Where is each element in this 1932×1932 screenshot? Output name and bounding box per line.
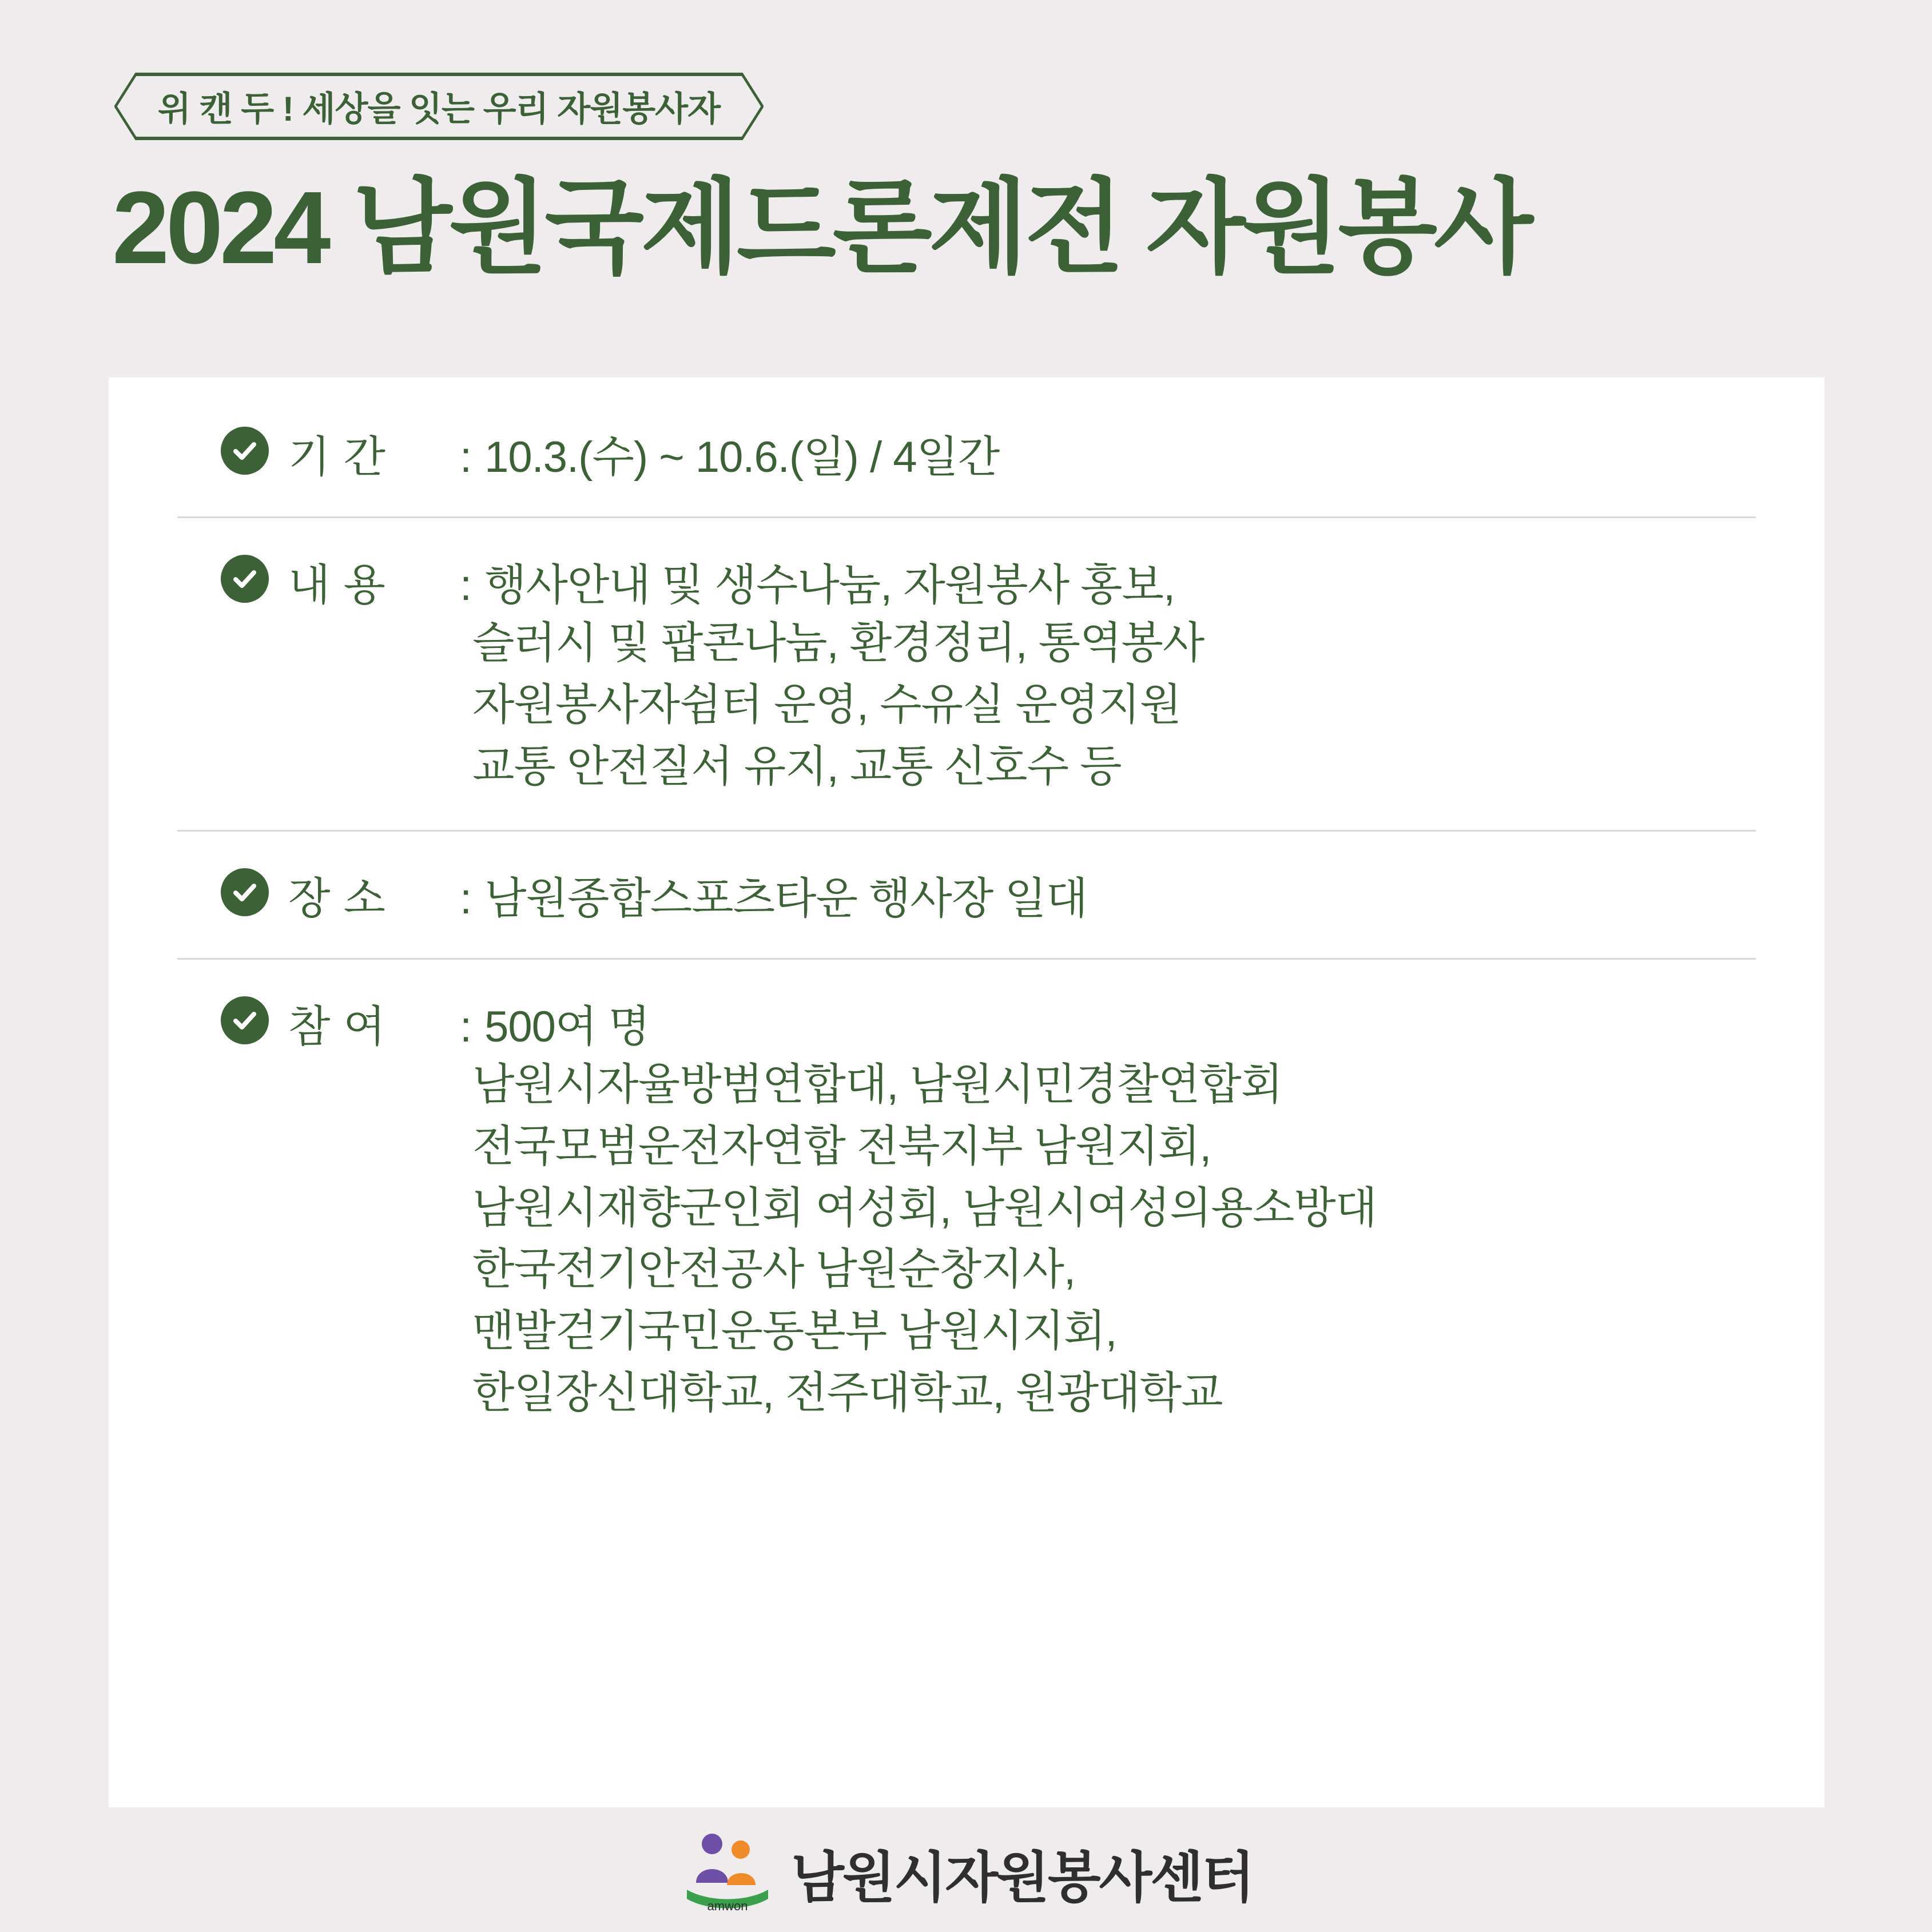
info-value: 행사안내 및 생수나눔, 자원봉사 홍보, [484,561,1175,610]
check-glyph-icon [231,565,259,593]
info-value: 500여 명 [484,1002,650,1051]
check-glyph-icon [231,878,259,906]
spacer [177,518,1756,550]
check-glyph-icon [231,1007,259,1034]
check-circle-icon [221,868,269,916]
info-label: 장 소 [288,874,386,923]
info-row-place [177,864,1756,926]
info-extra-line: 남원시재향군인회 여성회, 남원시여성의용소방대 [472,1183,1377,1233]
info-row-content [177,550,1756,798]
info-row-period [177,422,1756,484]
info-value: 10.3.(수) ~ 10.6.(일) / 4일간 [484,433,1000,482]
logo-graphic-icon [679,1830,776,1916]
info-extra-line: 자원봉사자쉼터 운영, 수유실 운영지원 [472,680,1182,729]
info-row-participants [177,992,1756,1424]
ribbon-label: 위 캔 두 ! 세상을 잇는 우리 자원봉사자 [158,90,721,128]
info-label: 기 간 [288,433,386,482]
info-colon: : [460,1002,472,1051]
spacer [177,926,1756,958]
info-extra-line: 한국전기안전공사 남원순창지사, [472,1245,1076,1294]
spacer [177,832,1756,864]
organization-name: 남원시자원봉사센터 [791,1847,1253,1909]
spacer [177,960,1756,992]
info-extra-line: 교통 안전질서 유지, 교통 신호수 등 [472,742,1122,791]
spacer [177,484,1756,516]
info-row-body [288,422,1756,484]
spacer [177,798,1756,830]
check-circle-icon [221,555,269,603]
check-glyph-icon [231,437,259,464]
check-circle-icon [221,427,269,475]
logo-sub-text: amwon [707,1899,748,1913]
ribbon-shape [114,73,764,140]
page-title: 2024 남원국제드론제전 자원봉사 [112,170,1531,285]
info-value: 남원종합스포츠타운 행사장 일대 [484,874,1088,923]
info-extra-line: 전국모범운전자연합 전북지부 남원지회, [472,1122,1211,1171]
info-extra-line: 남원시자율방범연합대, 남원시민경찰연합회 [472,1060,1283,1109]
info-row-body [288,864,1756,926]
info-label: 참 여 [288,1002,386,1051]
info-extra-line: 슬러시 및 팝콘나눔, 환경정리, 통역봉사 [472,619,1204,667]
info-row-body [288,992,1756,1424]
ribbon-tag [114,72,764,141]
info-extra-lines [472,613,1756,798]
check-circle-icon [221,996,269,1044]
footer-logo [0,1830,1932,1916]
info-extra-lines [472,1054,1756,1424]
volunteer-people-logo-icon [679,1830,776,1916]
info-colon: : [460,561,472,610]
info-row-body [288,550,1756,798]
info-colon: : [460,433,472,482]
info-extra-line: 한일장신대학교, 전주대학교, 원광대학교 [472,1369,1223,1418]
info-card [109,377,1824,1807]
info-extra-line: 맨발걷기국민운동본부 남원시지회, [472,1307,1117,1356]
info-label: 내 용 [288,561,386,610]
info-colon: : [460,874,472,923]
